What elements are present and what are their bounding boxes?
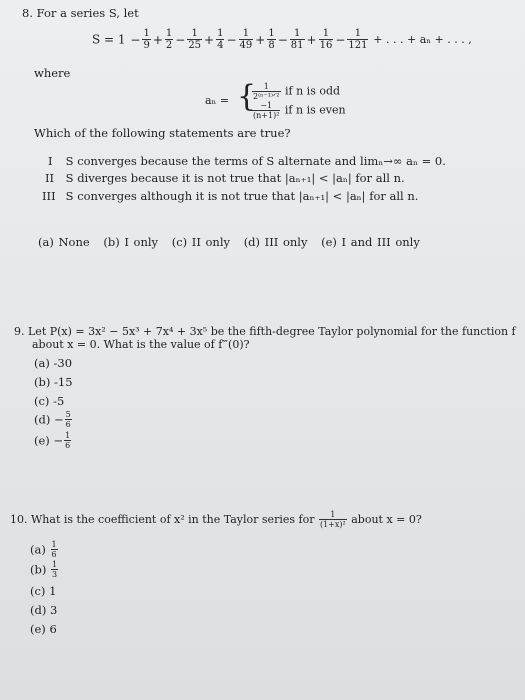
an-label: aₙ = — [205, 94, 230, 107]
q10-number: 10. — [10, 513, 28, 526]
statement-3: III S converges although it is not true that |aₙ₊₁| < |aₙ| for all n. — [42, 189, 419, 203]
series-operator: + — [306, 32, 317, 47]
choice-a: (a) None — [38, 235, 90, 249]
q10-choice-e: (e) 6 — [30, 622, 57, 636]
q9-number: 9. — [14, 325, 25, 338]
series-operator: + — [204, 32, 215, 47]
q8-choices — [38, 235, 420, 249]
series-fraction: $\frac{1}{4}$ — [217, 28, 224, 51]
q10-choice-d: (d) 3 — [30, 603, 58, 617]
q10-choice-a: (a) $\frac{1}{6}$ — [30, 540, 57, 559]
q8-question: Which of the following statements are true? — [34, 126, 291, 140]
series-fraction: $\frac{1}{49}$ — [239, 28, 253, 51]
series-fraction: $\frac{1}{9}$ — [143, 28, 150, 51]
q10-choice-b: (b) $\frac{1}{3}$ — [30, 560, 58, 579]
series-fraction: $\frac{1}{2}$ — [165, 28, 173, 51]
choice-d: (d) III only — [243, 235, 308, 249]
q8-header — [22, 6, 139, 20]
q8-intro: For a series S, let — [36, 6, 139, 20]
series-fraction: $\frac{1}{121}$ — [348, 28, 368, 51]
series-operator: + — [152, 32, 163, 47]
q8-where: where — [34, 66, 71, 80]
series-operator: + — [255, 32, 266, 47]
case-odd: $\frac{1}{\text{2⁽ⁿ⁻¹⁾ᐟ²}}$ if n is odd — [253, 82, 341, 101]
series-operator: − — [277, 32, 288, 47]
series-operator: − — [226, 32, 237, 47]
series-fraction: $\frac{1}{25}$ — [188, 28, 202, 51]
series-operator: − — [175, 32, 186, 47]
statement-2: II S diverges because it is not true that |aₙ₊₁| < |aₙ| for all n. — [45, 171, 405, 185]
series-tail: + . . . + aₙ + . . . , — [373, 33, 472, 46]
q9-line2: about x = 0. What is the value of f‴(0)? — [32, 338, 250, 351]
q9-choice-d: (d) − $\frac{5}{6}$ — [34, 410, 71, 429]
case-even: $\frac{-1}{\text{(n+1)²}}$ if n is even — [253, 101, 346, 120]
series-operator: − — [130, 32, 141, 47]
q10-line: 10. What is the coefficient of x² in the Taylor series for $\frac{1}{\text{(1+x)²}}$ about x = 0? — [10, 510, 422, 529]
series-operator: − — [335, 32, 346, 47]
q8-series — [92, 28, 472, 51]
q9-choice-e: (e) − $\frac{1}{6}$ — [34, 431, 71, 450]
series-fraction: $\frac{1}{8}$ — [268, 28, 275, 51]
series-fraction: $\frac{1}{16}$ — [319, 28, 333, 51]
q9-choice-a: (a) -30 — [34, 356, 73, 370]
choice-c: (c) II only — [171, 235, 231, 249]
choice-e: (e) I and III only — [321, 235, 420, 249]
cases-brace: { — [237, 79, 257, 114]
q10-choice-c: (c) 1 — [30, 584, 57, 598]
q8-number: 8. — [22, 6, 33, 20]
q9-choice-c: (c) -5 — [34, 394, 65, 408]
statement-1: I S converges because the terms of S alternate and limₙ→∞ aₙ = 0. — [48, 154, 446, 168]
series-fraction: $\frac{1}{81}$ — [290, 28, 304, 51]
q9-line1: 9. Let P(x) = 3x² − 5x³ + 7x⁴ + 3x⁵ be the fifth-degree Taylor polynomial for the function f — [14, 325, 516, 338]
series-terms — [129, 28, 369, 51]
series-prefix: S = 1 — [92, 32, 126, 47]
choice-b: (b) I only — [103, 235, 159, 249]
q9-choice-b: (b) -15 — [34, 375, 73, 389]
